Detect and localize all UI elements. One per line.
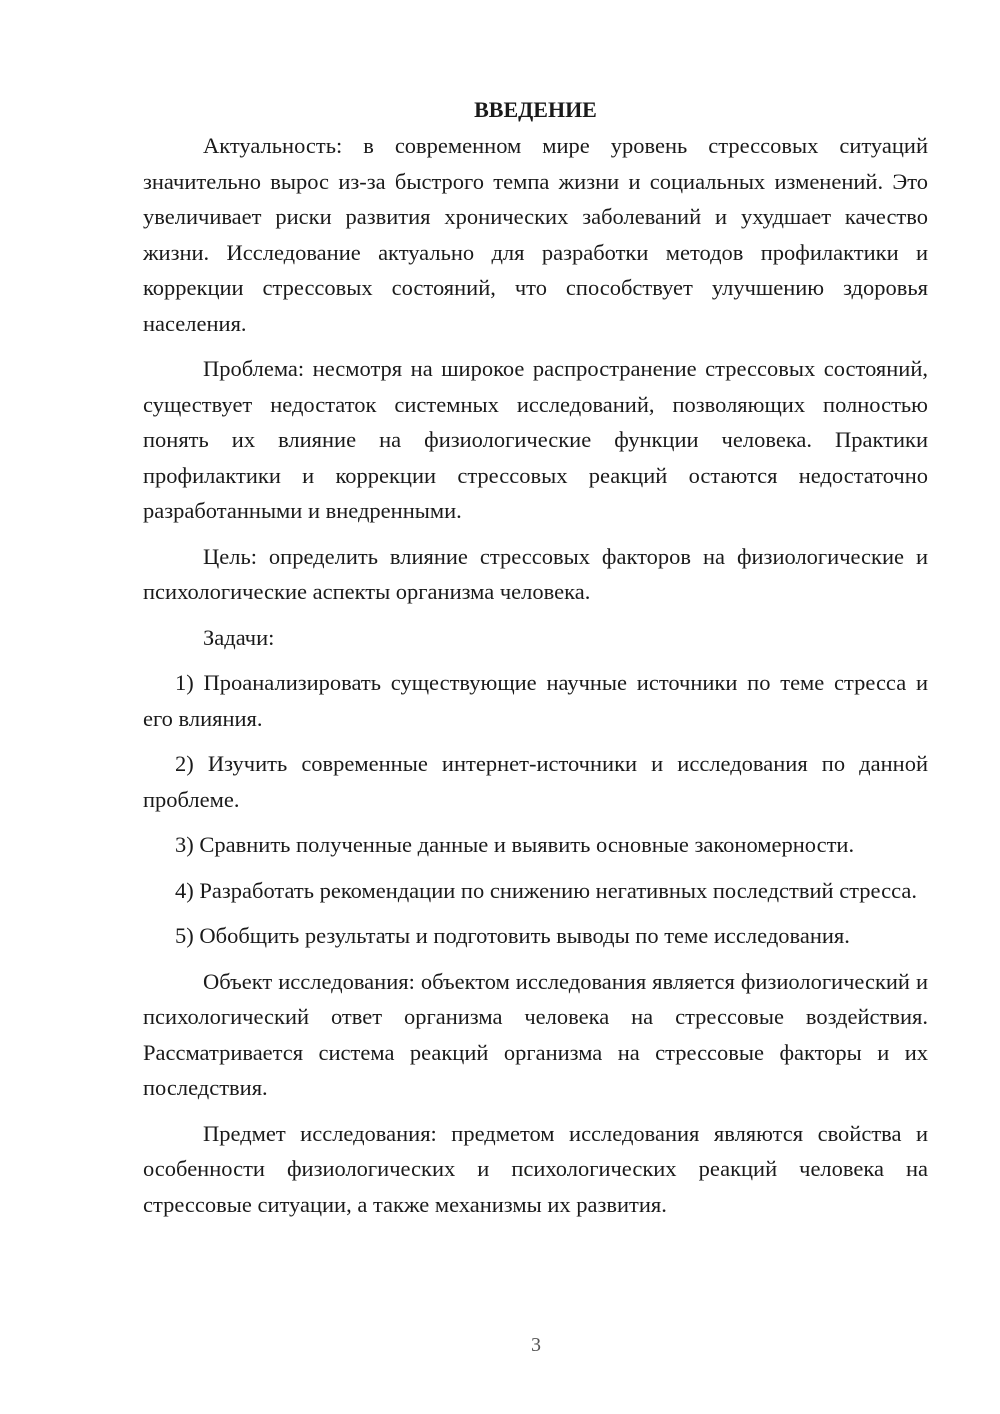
task-item: 4) Разработать рекомендации по снижению негативных последствий стресса.: [175, 877, 917, 903]
tasks-heading: Задачи:: [203, 624, 275, 650]
problem-paragraph: Проблема: несмотря на широкое распространение стрессовых состояний, существует недостаток системных исследований, позволяющих полностью понять их влияние на физиологические функции человека. Практики профилактики и коррекции стрессовых реакций остаются недостаточно разработанными и внедренными.: [143, 356, 928, 523]
page-number: 3: [531, 1334, 541, 1356]
page-title: ВВЕДЕНИЕ: [474, 97, 597, 122]
task-item: 5) Обобщить результаты и подготовить выводы по теме исследования.: [175, 923, 850, 948]
subject-paragraph: Предмет исследования: предметом исследования являются свойства и особенности физиологических и психологических реакций человека на стрессовые ситуации, а также механизмы их развития.: [143, 1120, 928, 1217]
task-item: 2) Изучить современные интернет-источники и исследования по данной проблеме.: [143, 751, 928, 812]
task-item: 1) Проанализировать существующие научные источники по теме стресса и его влияния.: [143, 670, 928, 731]
relevance-paragraph: Актуальность: в современном мире уровень стрессовых ситуаций значительно вырос из-за быстрого темпа жизни и социальных изменений. Это увеличивает риски развития хронических заболеваний и ухудшает качество жизни. Исследование актуально для разработки методов профилактики и коррекции стрессовых состояний, что способствует улучшению здоровья населения.: [143, 133, 928, 336]
object-paragraph: Объект исследования: объектом исследования является физиологический и психологический ответ организма человека на стрессовые воздействия. Рассматривается система реакций организма на стрессовые факторы и их последствия.: [143, 968, 928, 1100]
goal-paragraph: Цель: определить влияние стрессовых факторов на физиологические и психологические аспекты организма человека.: [143, 543, 928, 604]
task-item: 3) Сравнить полученные данные и выявить основные закономерности.: [175, 832, 855, 857]
document-page: [143, 92, 928, 1222]
